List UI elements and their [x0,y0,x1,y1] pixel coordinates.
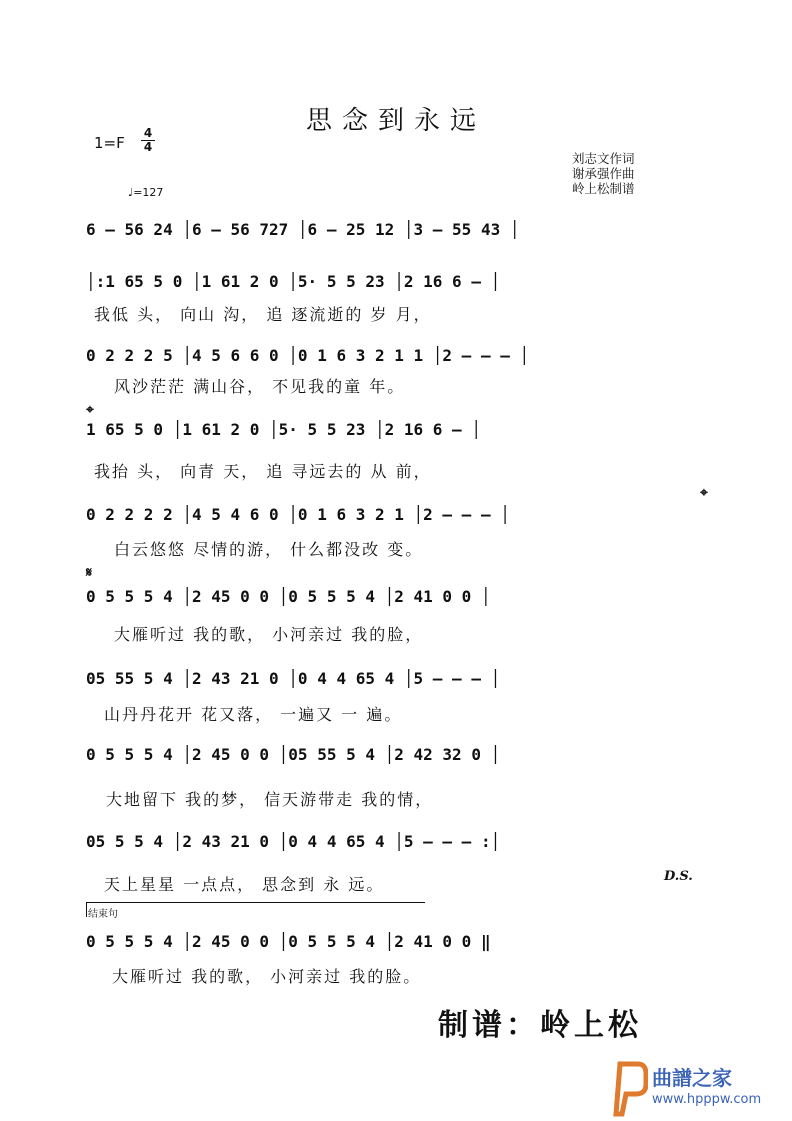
credit-lyricist: 刘志文作词 [572,151,635,166]
lyric-row: 大地留下 我的梦， 信天游带走 我的情， [106,790,434,809]
time-sig-bottom: 4 [143,140,153,154]
lyric-row: 我抬 头， 向青 天， 追 寻远去的 从 前， [94,462,432,481]
notation-row: 6 – 56 24 │6 – 56 727 │6 – 25 12 │3 – 55 43 │ [86,220,520,239]
ending-label: 结束句 [88,909,118,920]
notation-row: 0 5 5 5 4 │2 45 0 0 │0 5 5 5 4 │2 41 0 0 ‖ [86,932,491,951]
notation-row: 1 65 5 0 │1 61 2 0 │5· 5 5 23 │2 16 6 – │ [86,420,481,439]
logo-mark-icon [612,1058,648,1118]
notation-row: 0 2 2 2 5 │4 5 6 6 0 │0 1 6 3 2 1 1 │2 – – – │ [86,346,530,365]
lyric-row: 白云悠悠 尽情的游， 什么都没改 变。 [114,540,424,559]
lyric-row: 大雁听过 我的歌， 小河亲过 我的脸， [114,625,424,644]
logo-name: 曲譜之家 [652,1066,732,1090]
notation-row: 05 5 5 4 │2 43 21 0 │0 4 4 65 4 │5 – – – :│ [86,832,501,851]
logo-url[interactable]: www.hpppw.com [652,1092,762,1107]
notation-row: 0 2 2 2 2 │4 5 4 6 0 │0 1 6 3 2 1 │2 – – – │ [86,505,510,524]
time-sig-top: 4 [143,126,153,140]
site-logo[interactable] [612,1058,792,1121]
lyric-row: 我低 头， 向山 沟， 追 逐流逝的 岁 月， [94,305,432,324]
lyric-row: 大雁听过 我的歌， 小河亲过 我的脸。 [112,967,422,986]
song-title: 思念到永远 [305,106,486,136]
coda-sign: ⌖ [700,485,708,501]
notation-row: 05 55 5 4 │2 43 21 0 │0 4 4 65 4 │5 – – – │ [86,669,501,688]
time-signature [141,128,155,153]
tempo-marking: ♩=127 [128,186,164,199]
lyric-row: 风沙茫茫 满山谷， 不见我的童 年。 [114,377,406,396]
ds-marking: D.S. [664,869,693,884]
arranger-signature: 制谱：岭上松 [438,1008,642,1043]
ending-bracket [86,902,425,917]
segno-sign: 𝄋 [86,565,93,581]
key-signature: 1=F [94,134,125,152]
lyric-row: 山丹丹花开 花又落， 一遍又 一 遍。 [104,705,403,724]
notation-row: 0 5 5 5 4 │2 45 0 0 │05 55 5 4 │2 42 32 0 │ [86,745,501,764]
notation-row: │:1 65 5 0 │1 61 2 0 │5· 5 5 23 │2 16 6 – │ [86,272,501,291]
credit-arranger: 岭上松制谱 [572,181,635,196]
credit-composer: 谢承强作曲 [572,166,635,181]
lyric-row: 天上星星 一点点， 思念到 永 远。 [104,875,385,894]
coda-sign: ⌖ [86,402,94,418]
notation-row: 0 5 5 5 4 │2 45 0 0 │0 5 5 5 4 │2 41 0 0 │ [86,587,491,606]
